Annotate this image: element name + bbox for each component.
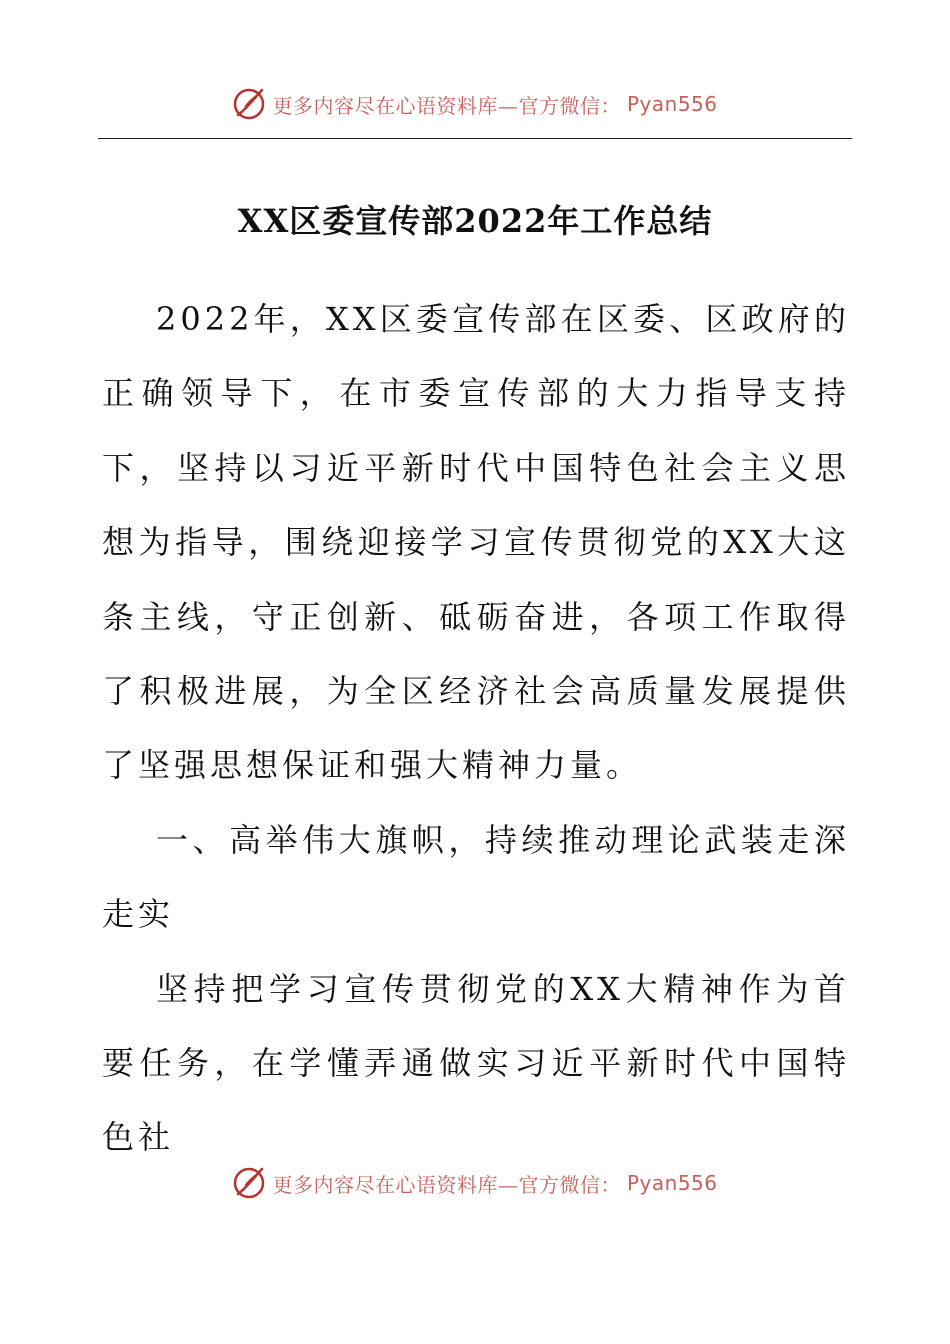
section-heading-1: 一、高举伟大旗帜，持续推动理论武装走深走实 (102, 820, 850, 934)
watermark-text: 更多内容尽在心语资料库—官方微信： (272, 1172, 621, 1197)
watermark (232, 1166, 717, 1200)
page-header-watermark (0, 84, 950, 124)
intro-paragraph: 2022年，XX区委宣传部在区委、区政府的正确领导下，在市委宣传部的大力指导支持下，坚持以习近平新时代中国特色社会主义思想为指导，围绕迎接学习宣传贯彻党的XX大这条主线，守正创新、砥砺奋进，各项工作取得了积极进展，为全区经济社会高质量发展提供了坚强思想保证和强大精神力量。 (102, 300, 850, 785)
quill-logo-icon (232, 87, 266, 121)
watermark (232, 87, 717, 121)
document-body (102, 282, 850, 1175)
watermark-wechat-id: Pyan556 (626, 1171, 718, 1195)
watermark-wechat-id: Pyan556 (626, 92, 718, 116)
document-title: XX区委宣传部2022年工作总结 (237, 202, 713, 240)
quill-logo-icon (232, 1166, 266, 1200)
header-divider (98, 138, 852, 139)
section-paragraph-1: 坚持把学习宣传贯彻党的XX大精神作为首要任务，在学懂弄通做实习近平新时代中国特色社 (102, 969, 850, 1157)
page-footer-watermark (0, 1163, 950, 1203)
watermark-text: 更多内容尽在心语资料库—官方微信： (272, 93, 621, 118)
